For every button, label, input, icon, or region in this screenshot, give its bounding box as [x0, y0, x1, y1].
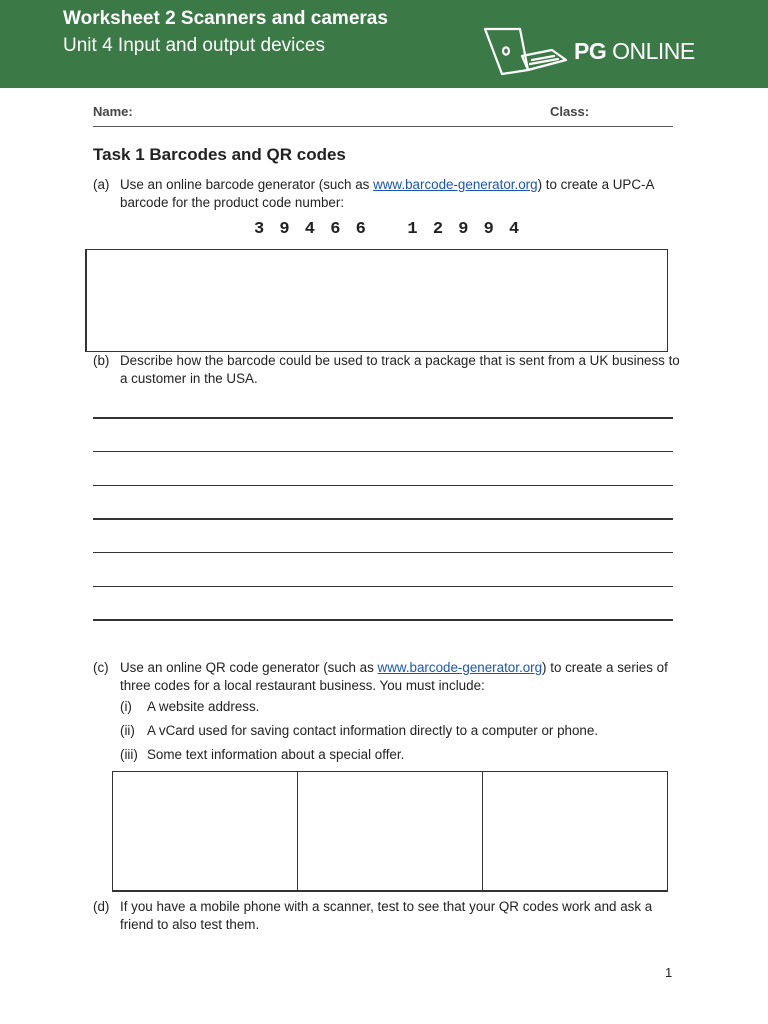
qr-cell-website[interactable] — [113, 772, 298, 890]
question-label: (d) — [93, 899, 110, 914]
name-class-row — [93, 104, 673, 127]
page-header — [0, 0, 768, 88]
barcode-answer-box[interactable] — [85, 249, 668, 352]
qr-generator-link[interactable]: www.barcode-generator.org — [377, 660, 543, 675]
list-item: (ii) A vCard used for saving contact information directly to a computer or phone. — [120, 723, 599, 738]
page-number: 1 — [665, 965, 673, 980]
question-a — [93, 176, 683, 211]
list-item: (i) A website address. — [120, 699, 260, 714]
answer-line[interactable] — [93, 552, 673, 553]
question-text: Describe how the barcode could be used to track a package that is sent from a UK business to a customer in the USA. — [120, 353, 680, 386]
name-label: Name: — [93, 104, 133, 119]
question-text: Use an online QR code generator (such as www.barcode-generator.org) to create a series of three codes for a local restaurant business. You must include: — [120, 660, 668, 693]
answer-line[interactable] — [93, 485, 673, 486]
question-c — [93, 659, 683, 694]
pg-online-logo: PG ONLINE — [574, 38, 695, 64]
class-label: Class: — [550, 104, 590, 119]
qr-cell-offer[interactable] — [483, 772, 667, 890]
question-label: (a) — [93, 177, 110, 192]
answer-line[interactable] — [93, 619, 673, 621]
question-text: Use an online barcode generator (such as www.barcode-generator.org) to create a UPC-A barcode for the product code number: — [120, 177, 654, 210]
answer-line[interactable] — [93, 417, 673, 419]
worksheet-title: Worksheet 2 Scanners and cameras — [63, 8, 388, 29]
qr-code-answer-grid — [112, 771, 668, 892]
answer-line[interactable] — [93, 518, 673, 520]
qr-cell-vcard[interactable] — [298, 772, 483, 890]
question-text: If you have a mobile phone with a scanner, test to see that your QR codes work and ask a friend to also test them. — [120, 899, 653, 932]
question-d — [93, 898, 683, 933]
question-label: (c) — [93, 660, 109, 675]
question-b — [93, 352, 683, 387]
answer-line[interactable] — [93, 451, 673, 452]
unit-subtitle: Unit 4 Input and output devices — [63, 35, 325, 56]
product-code-number: 3 9 4 6 6 1 2 9 9 4 — [254, 220, 522, 239]
question-label: (b) — [93, 353, 110, 368]
list-item: (iii) Some text information about a special offer. — [120, 747, 405, 762]
answer-line[interactable] — [93, 586, 673, 587]
laptop-icon — [482, 26, 568, 76]
barcode-generator-link[interactable]: www.barcode-generator.org — [373, 177, 538, 192]
task-title: Task 1 Barcodes and QR codes — [93, 145, 346, 164]
